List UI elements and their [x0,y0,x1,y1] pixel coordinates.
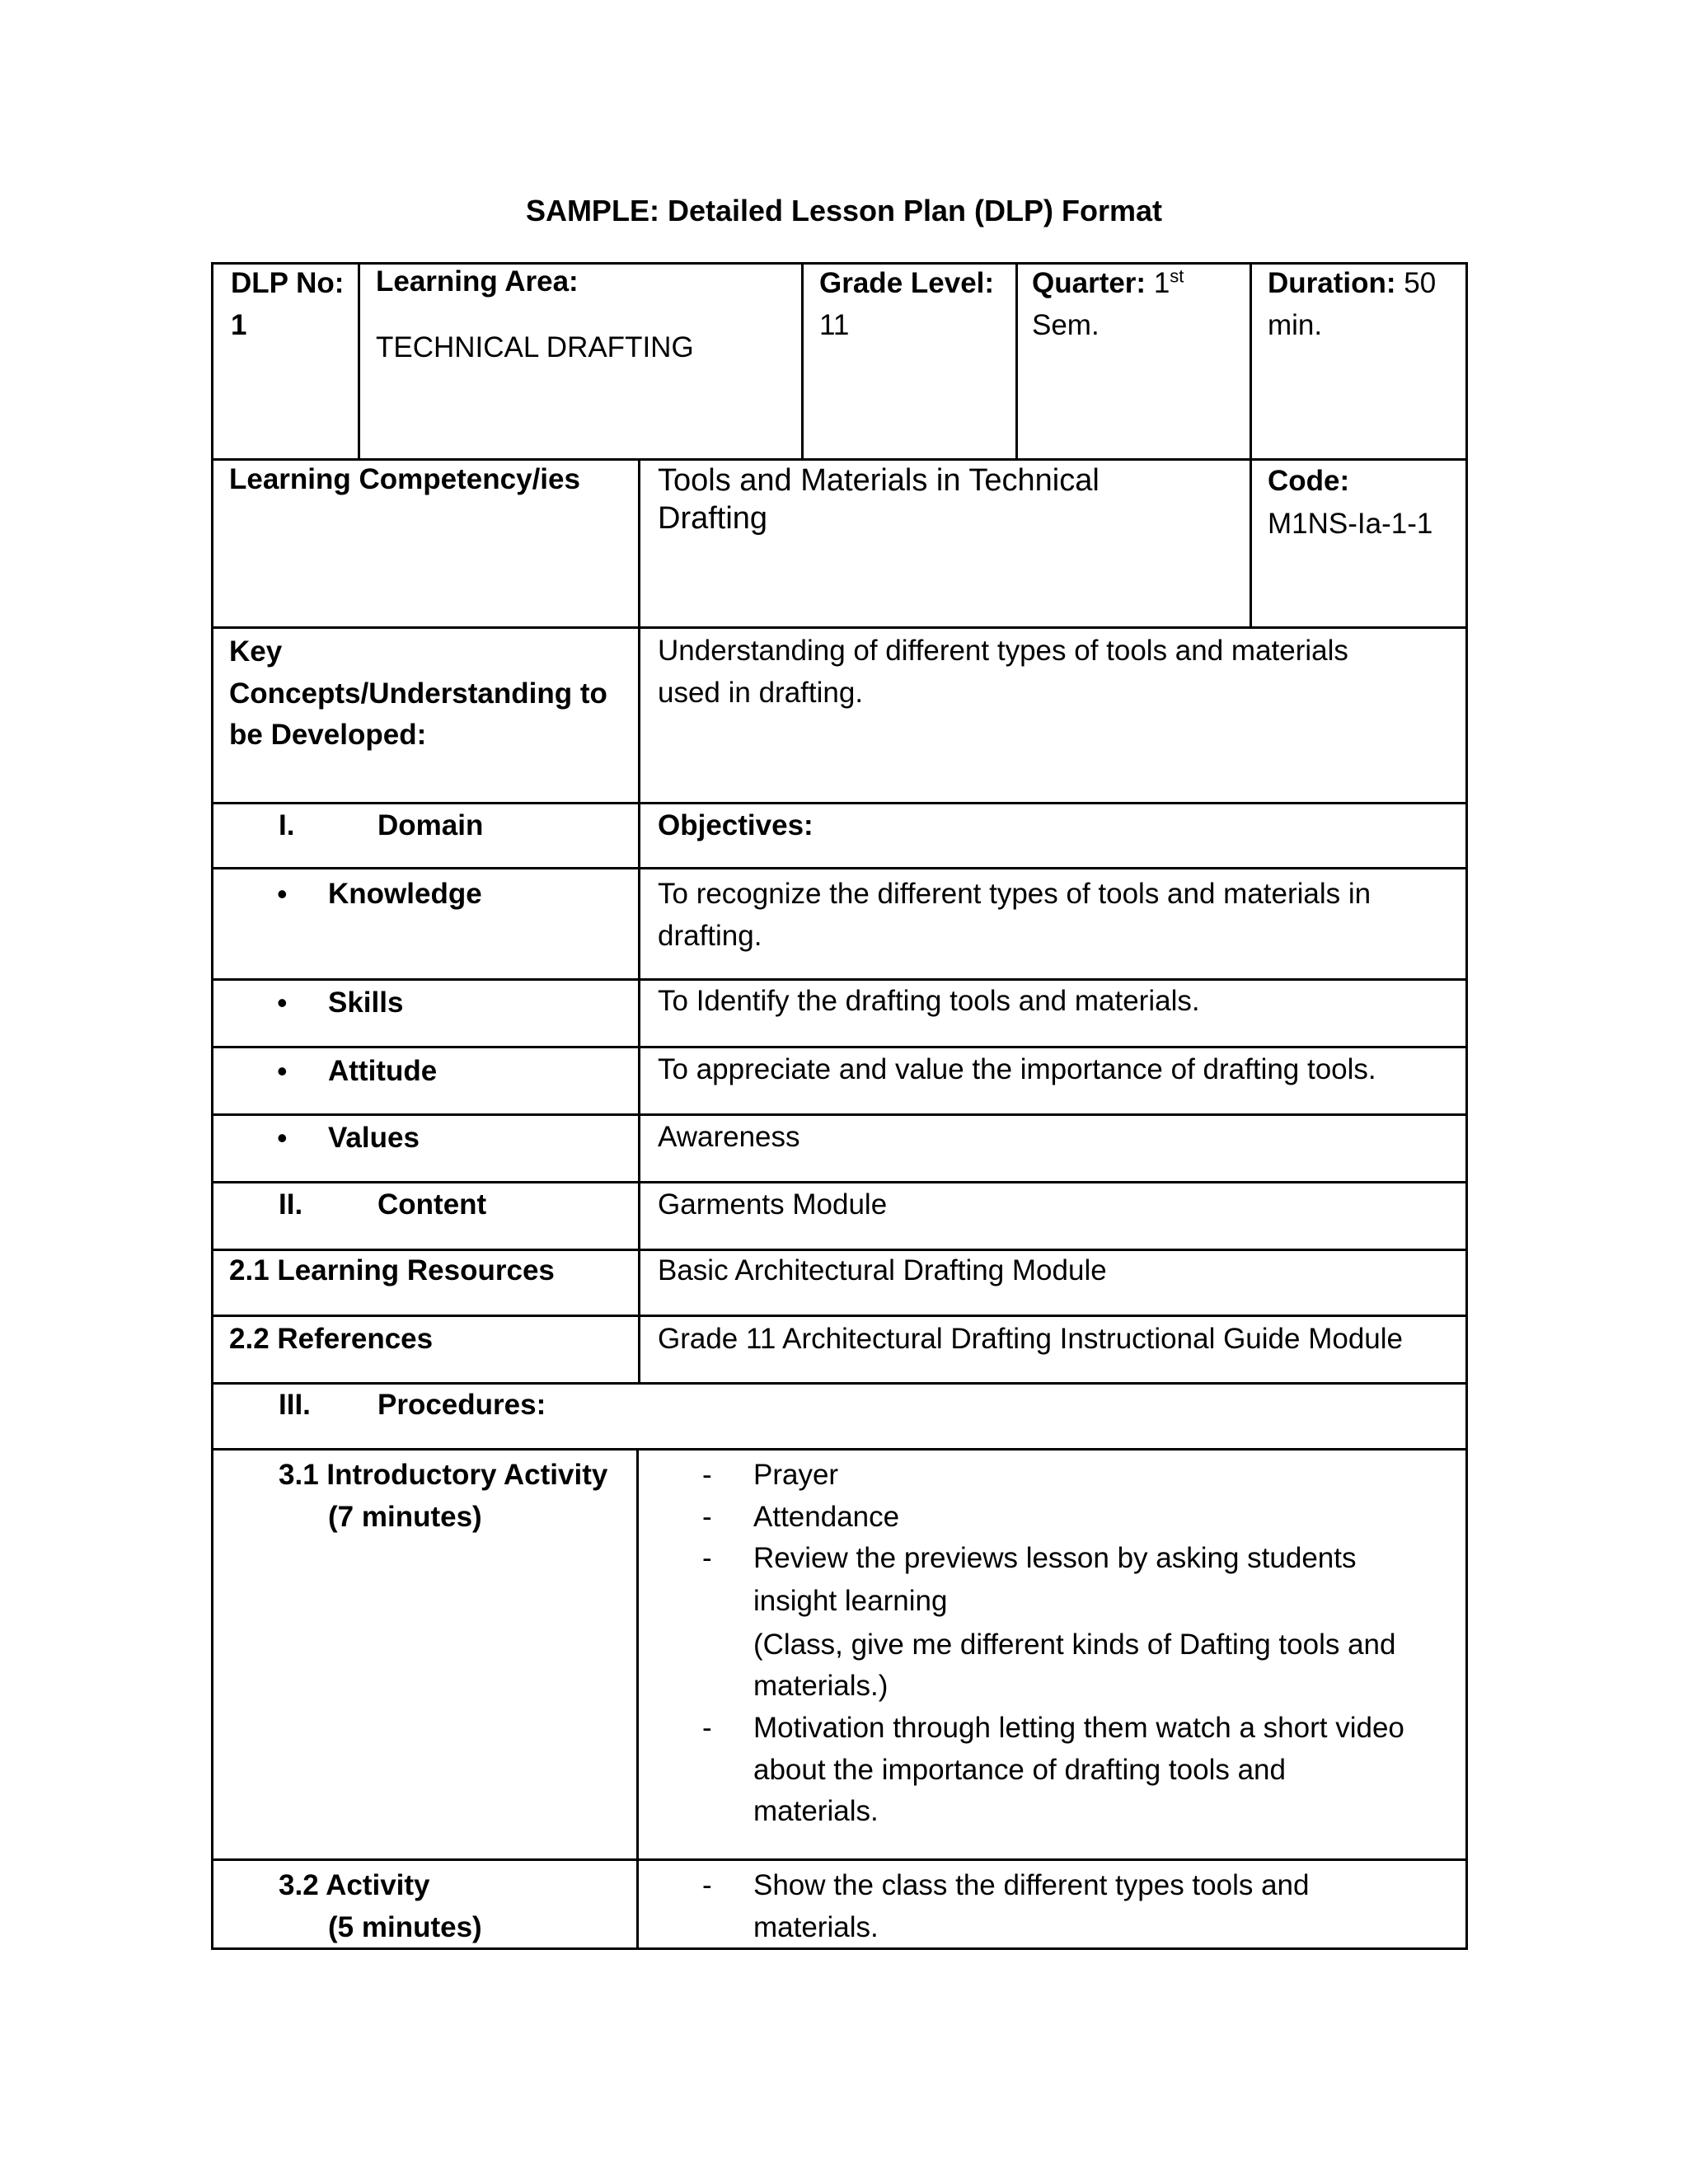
references-label: 2.2 References [229,1323,434,1355]
list-item-continued: materials. [753,1911,879,1943]
content-numeral: II. [279,1188,303,1221]
activity-label: 3.2 Activity [279,1869,430,1901]
column-divider [1015,262,1018,460]
domain-knowledge-line1: To recognize the different types of tools and materials in [658,878,1372,910]
column-divider [636,1448,639,1950]
domain-attitude-label: Attitude [328,1055,438,1087]
column-divider [358,262,360,460]
list-dash: - [702,1542,712,1574]
bullet-icon: • [277,1054,288,1088]
duration-field [1268,262,1436,304]
domain-values-label: Values [328,1122,420,1154]
content-value: Garments Module [658,1188,888,1221]
domain-numeral: I. [279,809,295,841]
quarter-suffix: st [1170,265,1184,287]
domain-skills-line1: To Identify the drafting tools and materials. [658,985,1200,1017]
list-dash: - [702,1459,712,1491]
list-dash: - [702,1501,712,1533]
procedures-label: Procedures: [377,1389,546,1421]
dlp-no-label: DLP No: [231,267,345,299]
quarter-sem: Sem. [1032,309,1100,341]
intro-activity-label: 3.1 Introductory Activity [279,1459,608,1491]
table-border-right [1465,262,1468,1950]
list-item-continued: about the importance of drafting tools and [753,1754,1286,1786]
domain-attitude-line1: To appreciate and value the importance of drafting tools. [658,1053,1376,1085]
domain-values-line1: Awareness [658,1121,800,1153]
list-item-continued: materials.) [753,1670,889,1702]
grade-level-label: Grade Level: [819,267,995,299]
row-divider [211,1858,1468,1861]
table-border-left [211,262,213,1950]
page-title: SAMPLE: Detailed Lesson Plan (DLP) Format [525,194,1163,227]
code-value: M1NS-Ia-1-1 [1268,508,1433,540]
code-label: Code: [1268,465,1350,497]
list-item-continued: materials. [753,1795,879,1827]
row-divider [211,1315,1468,1317]
competency-label: Learning Competency/ies [229,463,580,495]
activity-time: (5 minutes) [328,1911,482,1943]
content-label: Content [377,1188,487,1221]
learning-resources-label: 2.1 Learning Resources [229,1254,555,1286]
duration-value: 50 [1404,267,1437,299]
learning-area-label: Learning Area: [376,265,579,298]
row-divider [211,1113,1468,1116]
list-dash: - [702,1712,712,1744]
column-divider [638,458,640,1385]
intro-activity-time: (7 minutes) [328,1501,482,1533]
duration-label: Duration: [1268,267,1396,299]
objectives-label: Objectives: [658,809,814,841]
domain-knowledge-label: Knowledge [328,878,482,910]
procedures-numeral: III. [279,1389,311,1421]
competency-value-line2: Drafting [658,501,768,536]
quarter-field [1032,262,1184,304]
domain-label: Domain [377,809,484,841]
competency-value-line1: Tools and Materials in Technical [658,463,1100,498]
quarter-label: Quarter: [1032,267,1146,299]
key-concepts-value-line1: Understanding of different types of tools and materials [658,635,1348,667]
key-concepts-label-line1: Key [229,635,283,668]
grade-level-value: 11 [819,309,850,341]
list-item: Prayer [753,1459,839,1491]
key-concepts-label-line3: be Developed: [229,719,427,751]
key-concepts-label-line2: Concepts/Understanding to [229,677,607,710]
bullet-icon: • [277,1121,288,1155]
list-item: Attendance [753,1501,900,1533]
list-item-continued: (Class, give me different kinds of Dafting tools and [753,1629,1396,1661]
quarter-value: 1 [1153,267,1170,299]
list-item-continued: insight learning [753,1585,948,1617]
key-concepts-value-line2: used in drafting. [658,677,864,709]
dlp-no-value: 1 [231,309,247,341]
duration-unit: min. [1268,309,1323,341]
learning-area-value: TECHNICAL DRAFTING [376,331,694,363]
domain-skills-label: Skills [328,987,404,1019]
column-divider [1250,262,1252,629]
references-value: Grade 11 Architectural Drafting Instructional Guide Module [658,1323,1403,1355]
list-item: Motivation through letting them watch a short video [753,1712,1404,1744]
list-item: Review the previews lesson by asking students [753,1542,1357,1574]
bullet-icon: • [277,877,288,911]
domain-knowledge-line2: drafting. [658,920,762,952]
bullet-icon: • [277,986,288,1019]
row-divider [211,867,1468,869]
column-divider [801,262,804,460]
row-divider [211,626,1468,629]
learning-resources-value: Basic Architectural Drafting Module [658,1254,1107,1286]
list-item: Show the class the different types tools and [753,1869,1310,1901]
row-divider [211,1448,1468,1451]
list-dash: - [702,1869,712,1901]
